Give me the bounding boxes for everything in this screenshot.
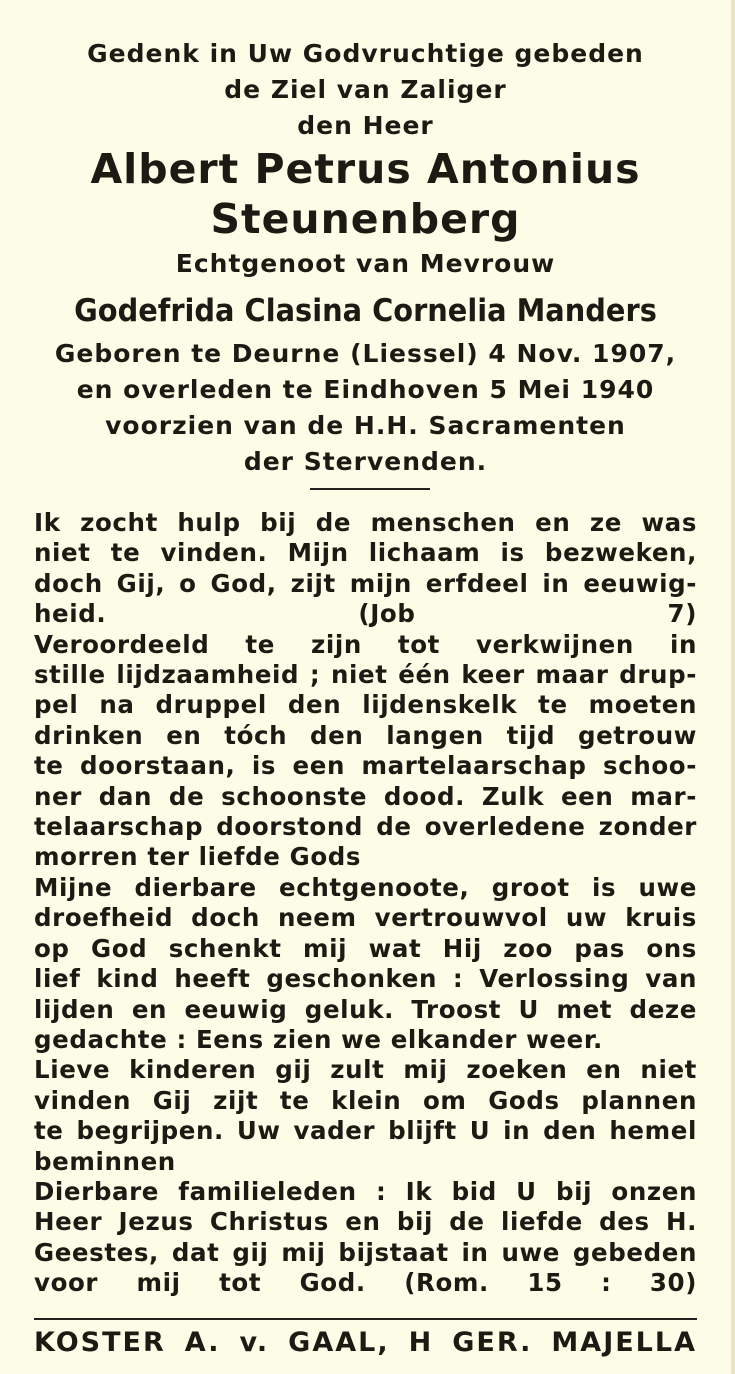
spouse-name: Godefrida Clasina Cornelia Manders xyxy=(74,293,657,329)
short-divider xyxy=(310,488,430,490)
footer-divider xyxy=(34,1318,697,1320)
text-line: stille lijdzaamheid ; niet één keer maar drup- xyxy=(34,660,697,690)
text-line: Heer Jezus Christus en bij de liefde des H. xyxy=(34,1207,697,1237)
text-line: drinken en tóch den langen tijd getrouw xyxy=(34,720,697,750)
text-line: te doorstaan, is een martelaarschap schoo- xyxy=(34,751,697,781)
text-line: beminnen xyxy=(34,1146,176,1176)
text-line: vinden Gij zijt te klein om Gods plannen xyxy=(34,1085,697,1115)
text-fragment: heid. xyxy=(34,599,107,629)
text-line: pel na druppel den lijdenskelk te moeten xyxy=(34,690,697,720)
text-line: op God schenkt mij wat Hij zoo pas ons xyxy=(34,933,697,963)
text-line: lijden en eeuwig geluk. Troost U met deze xyxy=(34,994,697,1024)
printer-imprint: KOSTER A. v. GAAL, H GER. MAJELLA xyxy=(34,1327,697,1358)
text-line-with-reference xyxy=(34,1268,697,1298)
text-line: niet te vinden. Mijn lichaam is bezweken, xyxy=(34,538,697,568)
intro-line-2: de Ziel van Zaliger xyxy=(224,75,507,104)
deceased-name-line-2: Steunenberg xyxy=(210,195,521,243)
text-line: morren ter liefde Gods xyxy=(34,842,362,872)
text-line: lief kind heeft geschonken : Verlossing van xyxy=(34,964,697,994)
bible-reference-job: (Job 7) xyxy=(358,599,697,629)
text-line: gedachte : Eens zien we elkander weer. xyxy=(34,1024,603,1054)
sacraments-line-1: voorzien van de H.H. Sacramenten xyxy=(105,411,626,440)
text-line: droefheid doch neem vertrouwvol uw kruis xyxy=(34,903,697,933)
card-header xyxy=(30,36,701,480)
text-line: doch Gij, o God, zijt mijn erfdeel in eeuwig- xyxy=(34,568,697,598)
birth-line: Geboren te Deurne (Liessel) 4 Nov. 1907, xyxy=(54,339,677,368)
text-line: Dierbare familieleden : Ik bid U bij onzen xyxy=(34,1176,697,1206)
intro-line-1: Gedenk in Uw Godvruchtige gebeden xyxy=(87,39,644,68)
text-line: Lieve kinderen gij zult mij zoeken en niet xyxy=(34,1055,697,1085)
text-line: telaarschap doorstond de overledene zonder xyxy=(34,812,697,842)
text-line-with-reference xyxy=(34,599,697,629)
intro-line-3: den Heer xyxy=(297,111,434,140)
spouse-label: Echtgenoot van Mevrouw xyxy=(175,249,556,278)
text-line: ner dan de schoonste dood. Zulk een mar- xyxy=(34,781,697,811)
text-line: Mijne dierbare echtgenoote, groot is uwe xyxy=(34,872,697,902)
text-line: Veroordeeld te zijn tot verkwijnen in xyxy=(34,629,697,659)
text-fragment: voor mij tot God. xyxy=(34,1268,366,1298)
sacraments-line-2: der Stervenden. xyxy=(243,447,488,476)
text-line: Geestes, dat gij mij bijstaat in uwe gebeden xyxy=(34,1237,697,1267)
death-line: en overleden te Eindhoven 5 Mei 1940 xyxy=(76,375,655,404)
deceased-name-line-1: Albert Petrus Antonius xyxy=(90,145,641,193)
memorial-text xyxy=(34,508,697,1299)
text-line: te begrijpen. Uw vader blijft U in den hemel xyxy=(34,1116,697,1146)
bible-reference-romans: (Rom. 15 : 30) xyxy=(404,1268,697,1298)
text-line: Ik zocht hulp bij de menschen en ze was xyxy=(34,508,697,537)
